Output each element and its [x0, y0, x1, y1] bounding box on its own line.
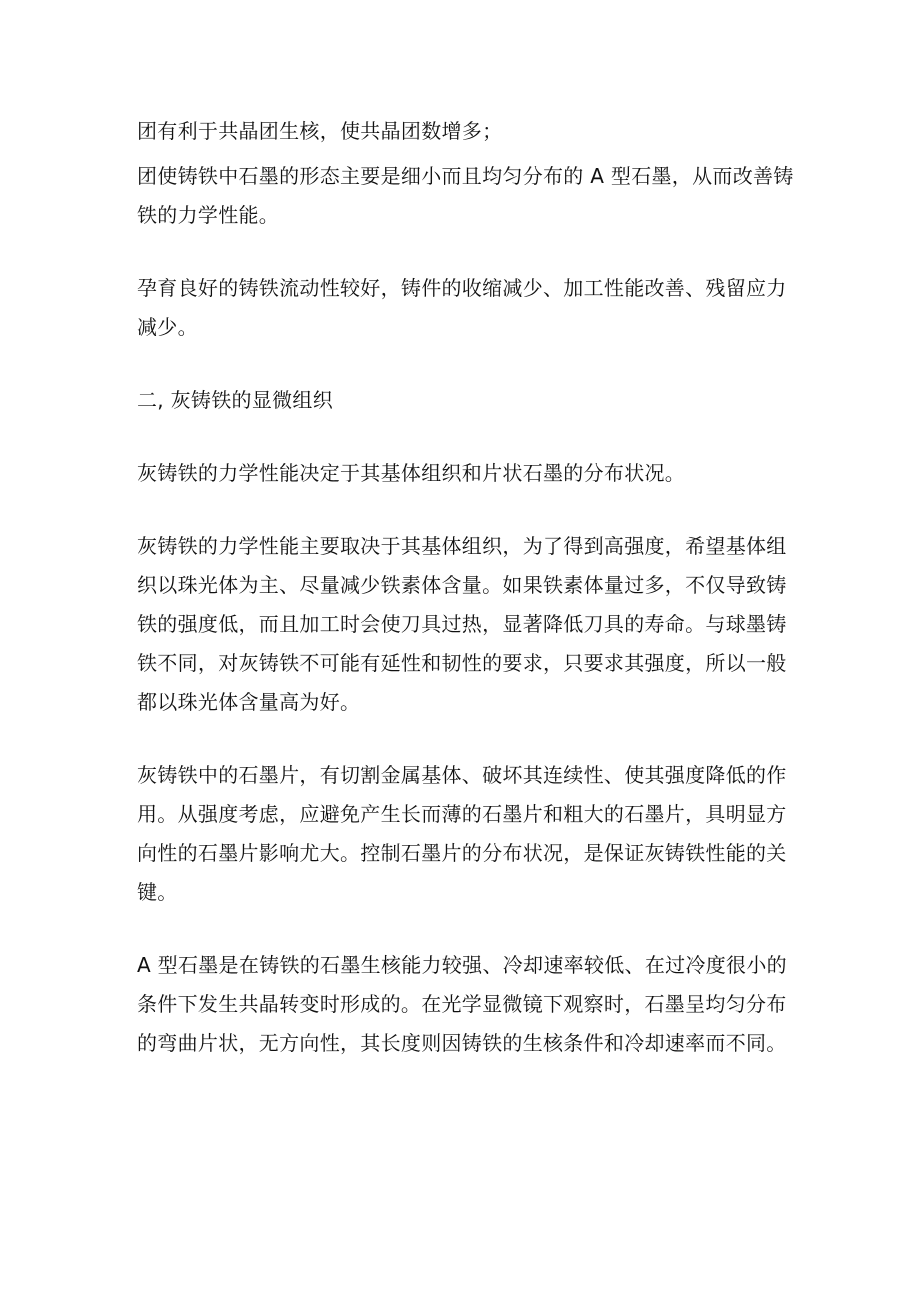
- text-line: 向性的石墨片影响尤大。控制石墨片的分布状况，是保证灰铸铁性能的关: [137, 841, 787, 865]
- section-heading: [137, 381, 787, 420]
- text-line: 灰铸铁的力学性能决定于其基体组织和片状石墨的分布状况。: [137, 461, 686, 485]
- text-line: 灰铸铁中的石墨片，有切割金属基体、破坏其连续性、使其强度降低的作: [137, 763, 787, 787]
- text-line: 的弯曲片状，无方向性，其长度则因铸铁的生核条件和冷却速率而不同。: [137, 1031, 787, 1055]
- paragraph-1: [137, 112, 787, 151]
- paragraph-3: [137, 269, 787, 347]
- paragraph-gap: [137, 493, 787, 527]
- text-line: 铁的强度低，而且加工时会使刀具过热，显著降低刀具的寿命。与球墨铸: [137, 612, 787, 636]
- text-line: 二, 灰铸铁的显微组织: [137, 388, 334, 412]
- text-line: 孕育良好的铸铁流动性较好，铸件的收缩减少、加工性能改善、残留应力: [137, 276, 787, 300]
- paragraph-gap: [137, 722, 787, 756]
- text-line: 键。: [137, 880, 178, 904]
- paragraph-5: [137, 527, 787, 722]
- document-body: [137, 112, 794, 1063]
- text-line: A 型石墨是在铸铁的石墨生核能力较强、冷却速率较低、在过冷度很小的: [137, 953, 787, 977]
- text-line: 灰铸铁的力学性能主要取决于其基体组织，为了得到高强度，希望基体组: [137, 534, 787, 558]
- paragraph-gap: [137, 420, 787, 454]
- paragraph-gap: [137, 347, 787, 381]
- paragraph-gap: [137, 235, 787, 269]
- paragraph-gap: [137, 912, 787, 946]
- text-line: 用。从强度考虑，应避免产生长而薄的石墨片和粗大的石墨片，具明显方: [137, 802, 787, 826]
- text-line: 铁不同，对灰铸铁不可能有延性和韧性的要求，只要求其强度，所以一般: [137, 651, 787, 675]
- text-line: 团使铸铁中石墨的形态主要是细小而且均匀分布的 A 型石墨，从而改善铸: [137, 164, 794, 188]
- text-line: 都以珠光体含量高为好。: [137, 690, 361, 714]
- paragraph-2: [137, 157, 794, 235]
- text-line: 团有利于共晶团生核，使共晶团数增多；: [137, 119, 503, 143]
- paragraph-6: [137, 756, 787, 912]
- text-line: 减少。: [137, 315, 198, 339]
- text-line: 织以珠光体为主、尽量减少铁素体含量。如果铁素体量过多，不仅导致铸: [137, 573, 787, 597]
- text-line: 铁的力学性能。: [137, 203, 280, 227]
- paragraph-4: [137, 454, 787, 493]
- paragraph-7: [137, 946, 787, 1063]
- text-line: 条件下发生共晶转变时形成的。在光学显微镜下观察时，石墨呈均匀分布: [137, 992, 787, 1016]
